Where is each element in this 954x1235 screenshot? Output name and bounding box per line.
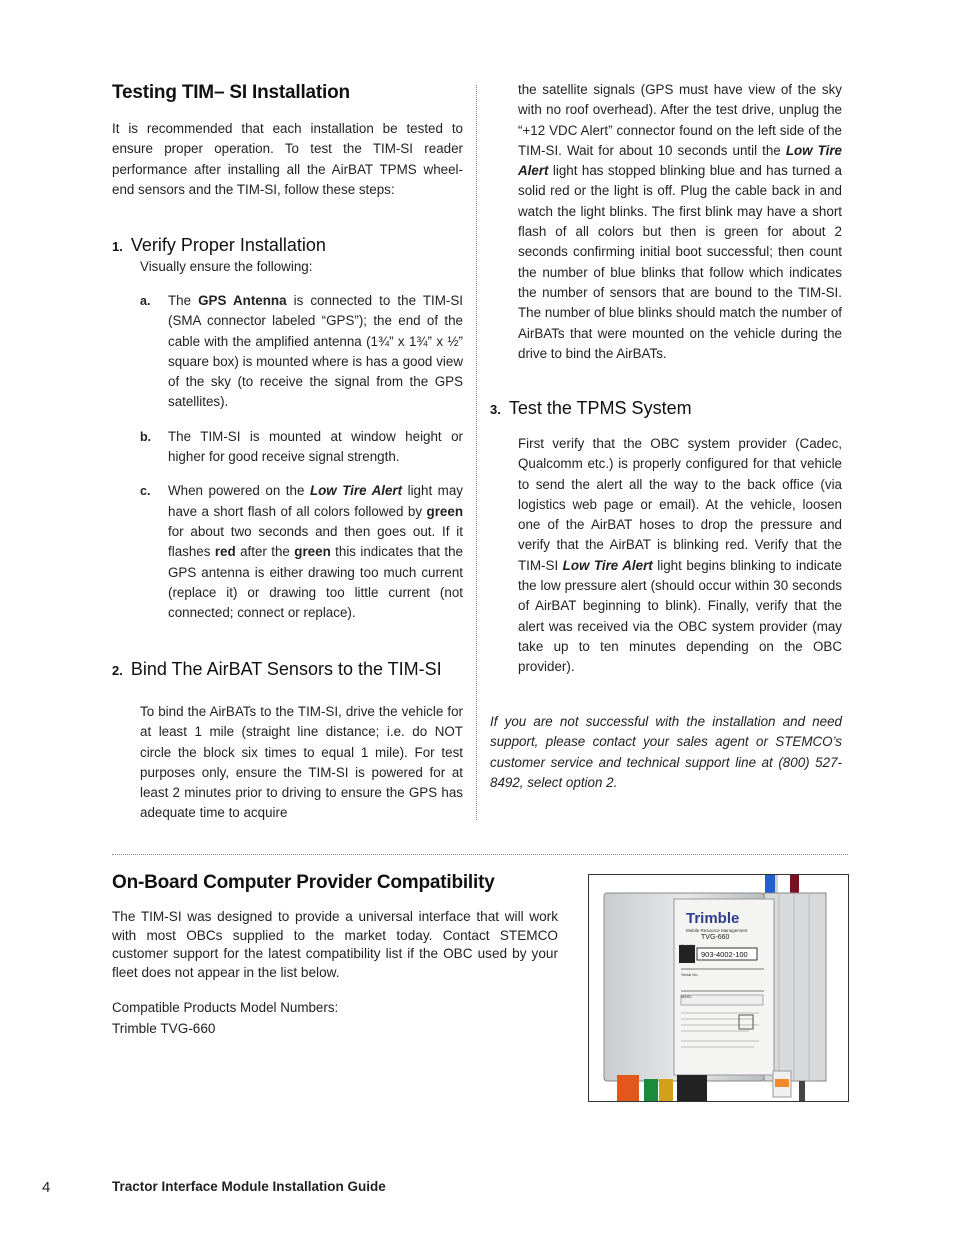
- section-divider: [112, 854, 848, 855]
- step1-lead: Visually ensure the following:: [140, 259, 313, 274]
- product-item: Trimble TVG-660: [112, 1021, 216, 1036]
- step2-heading: [112, 658, 472, 682]
- checklist-item-b: b. The TIM-SI is mounted at window height or higher for good receive signal strength.: [140, 428, 463, 465]
- step2-title: Bind The AirBAT Sensors to the TIM-SI: [130, 659, 442, 679]
- step2-text-right: the satellite signals (GPS must have view of the sky with no roof overhead). After the test drive, unplug the “+12 VDC Alert” connector found on the left side of the TIM-SI. Wait for about 10 seconds until the Low Tire Alert light has stopped blinking blue and has turned a solid red or the light is off. Plug the cable back in and watch the light blinks. The first blink may have a short flash of all colors but then is green for about 2 seconds confirming initial boot successful; then count the number of blue blinks that follow which indicates the number of sensors that are bound to the TIM-SI. The number of blue blinks should match the number of AirBATs that were mounted on the vehicle during the drive to bind the AirBATs.: [518, 82, 842, 361]
- device-subtitle: Mobile Resource Management: [686, 928, 748, 933]
- intro-paragraph: It is recommended that each installation be tested to ensure proper operation. To test the TIM-SI reader performance after installing all the AirBAT TPMS wheel-end sensors and the TIM-SI, follow these steps:: [112, 121, 463, 197]
- checklist-item-a: a. The GPS Antenna is connected to the TIM-SI (SMA connector labeled “GPS”); the end of the cable with the amplified antenna (1¾” x 1¾” x ½” square box) is mounted where is has a good view of the sky (to receive the signal from the GPS satellites).: [140, 293, 463, 410]
- part-no-label: Part No.: [681, 943, 696, 948]
- products-heading: Compatible Products Model Numbers:: [112, 1000, 339, 1015]
- item-label: b.: [140, 429, 152, 444]
- device-brand: Trimble: [686, 910, 740, 927]
- meid-label: MEID:: [681, 994, 693, 999]
- step3-title: Test the TPMS System: [508, 398, 692, 418]
- device-model: TVG-660: [701, 934, 730, 941]
- page-number: 4: [42, 1179, 51, 1196]
- device-photo: [588, 874, 849, 1102]
- checklist-item-c: c. When powered on the Low Tire Alert light may have a short flash of all colors followed by green for about two seconds and then goes out. If it flashes red after the green this indicates that the GPS antenna is either drawing too much current (replace it) or drawing too little current (not connected; connect or replace).: [140, 483, 463, 621]
- support-note: If you are not successful with the installation and need support, please contact your sales agent or STEMCO’s customer service and technical support line at (800) 527-8492, select option 2.: [490, 714, 842, 790]
- column-divider: [476, 85, 477, 820]
- section-title-obc: On-Board Computer Provider Compatibility: [112, 872, 495, 893]
- step2-number: 2.: [112, 663, 123, 678]
- step1-title: Verify Proper Installation: [130, 235, 326, 255]
- item-label: a.: [140, 294, 151, 308]
- step1-heading: [112, 235, 472, 256]
- section-title-testing: Testing TIM– SI Installation: [112, 82, 350, 103]
- device-part-number: 903-4002-100: [701, 950, 748, 959]
- item-label: c.: [140, 484, 151, 499]
- step2-text-left: To bind the AirBATs to the TIM-SI, drive the vehicle for at least 1 mile (straight line distance; i.e. do NOT circle the block six times to equal 1 mile). For test purposes only, ensure the TIM-SI is powered for at least 2 minutes prior to driving to ensure the GPS has adequate time to acquire: [140, 704, 463, 821]
- serial-label: Serial No.: [681, 972, 699, 977]
- step3-heading: [490, 398, 840, 419]
- obc-paragraph: The TIM-SI was designed to provide a universal interface that will work with most OBCs supplied to the market today. Contact STEMCO customer support for the latest compatibility list if the OBC used by your fleet does not appear in the list below.: [112, 909, 558, 980]
- footer-guide-title: Tractor Interface Module Installation Guide: [112, 1179, 386, 1194]
- step3-number: 3.: [490, 402, 501, 417]
- step1-checklist: [140, 291, 463, 623]
- step3-text: First verify that the OBC system provider (Cadec, Qualcomm etc.) is properly configured for that vehicle to send the alert all the way to the back office (via logistics web page or email). At the vehicle, loosen one of the AirBAT hoses to drop the pressure and verify that the AirBAT is blinking red. Verify that the TIM-SI Low Tire Alert light begins blinking to indicate the low pressure alert (should occur within 30 seconds of AirBAT beginning to blink). Finally, verify that the alert was received via the OBC system provider (may take up to ten minutes depending on the OBC provider).: [518, 436, 842, 675]
- device-illustration: [589, 875, 848, 1101]
- step1-number: 1.: [112, 239, 123, 254]
